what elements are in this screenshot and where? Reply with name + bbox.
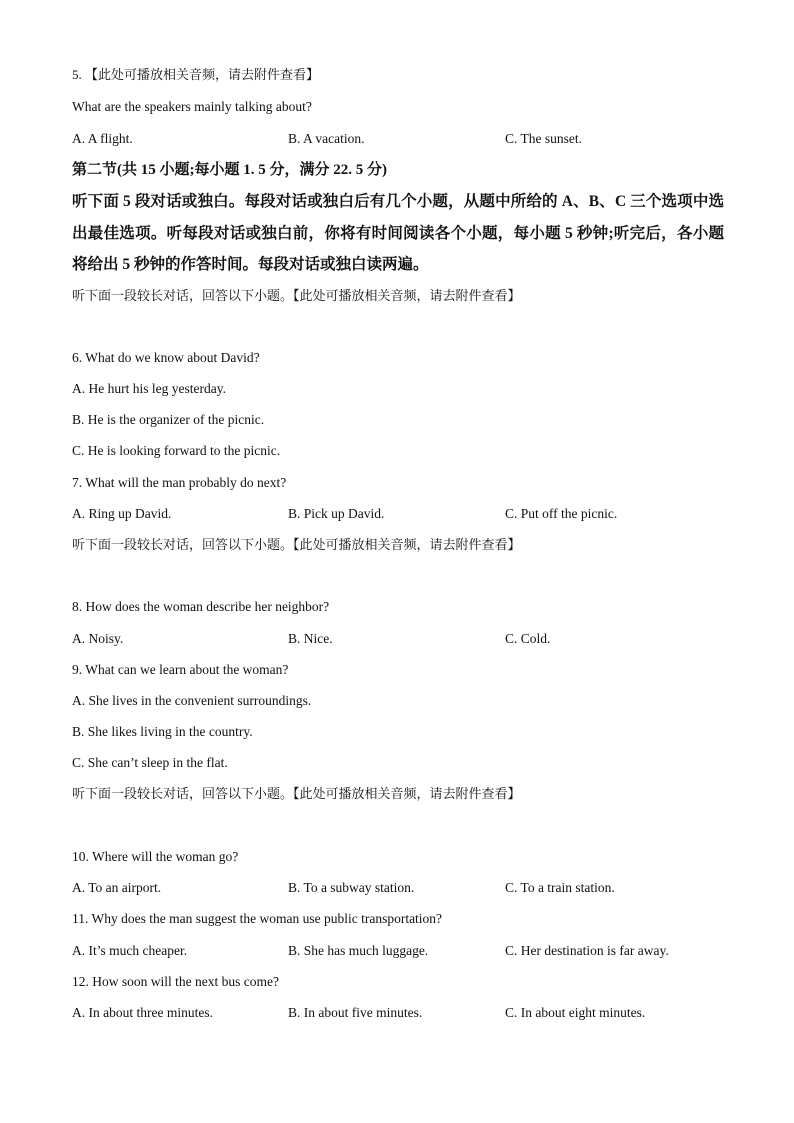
q5-header: 5. 【此处可播放相关音频，请去附件查看】	[72, 67, 320, 82]
q10-option-a: A. To an airport.	[72, 880, 162, 895]
q10-question: 10. Where will the woman go?	[72, 849, 239, 864]
q11-option-a: A. It’s much cheaper.	[72, 943, 188, 958]
q9-option-a: A. She lives in the convenient surroundings.	[72, 693, 312, 708]
q11-question: 11. Why does the man suggest the woman use public transportation?	[72, 911, 443, 926]
q12-option-a: A. In about three minutes.	[72, 1005, 213, 1020]
q11-option-c: C. Her destination is far away.	[505, 943, 669, 958]
q5-option-a: A. A flight.	[72, 131, 133, 146]
q9-question: 9. What can we learn about the woman?	[72, 662, 289, 677]
q8-option-c: C. Cold.	[505, 631, 551, 646]
q11-option-b: B. She has much luggage.	[288, 943, 429, 958]
q8-question: 8. How does the woman describe her neighbor?	[72, 599, 330, 614]
q5-option-b: B. A vacation.	[288, 131, 365, 146]
q9-option-c: C. She can’t sleep in the flat.	[72, 755, 228, 770]
q7-option-a: A. Ring up David.	[72, 506, 172, 521]
q7-question: 7. What will the man probably do next?	[72, 475, 287, 490]
q12-question: 12. How soon will the next bus come?	[72, 974, 279, 989]
section-title: 第二节(共 15 小题;每小题 1. 5 分，满分 22. 5 分)	[72, 162, 387, 178]
dialogue-intro-2: 听下面一段较长对话，回答以下小题。【此处可播放相关音频，请去附件查看】	[72, 537, 521, 552]
q6-question: 6. What do we know about David?	[72, 350, 260, 365]
q6-option-b: B. He is the organizer of the picnic.	[72, 412, 265, 427]
section-instructions: 听下面 5 段对话或独白。每段对话或独白后有几个小题，从题中所给的 A、B、C 三个选项中选出最佳选项。听每段对话或独白前，你将有时间阅读各个小题，每小题 5 秒钟;听完后，各小题将给出 5 秒钟的作答时间。每段对话或独白读两遍。	[72, 193, 724, 273]
q7-option-c: C. Put off the picnic.	[505, 506, 618, 521]
q8-option-b: B. Nice.	[288, 631, 333, 646]
q5-question: What are the speakers mainly talking about?	[72, 99, 312, 114]
q5-option-c: C. The sunset.	[505, 131, 582, 146]
q6-option-c: C. He is looking forward to the picnic.	[72, 443, 281, 458]
q6-option-a: A. He hurt his leg yesterday.	[72, 381, 226, 396]
dialogue-intro-1: 听下面一段较长对话，回答以下小题。【此处可播放相关音频，请去附件查看】	[72, 288, 521, 303]
q9-option-b: B. She likes living in the country.	[72, 724, 253, 739]
q12-option-b: B. In about five minutes.	[288, 1005, 423, 1020]
q7-option-b: B. Pick up David.	[288, 506, 385, 521]
q10-option-b: B. To a subway station.	[288, 880, 415, 895]
q8-option-a: A. Noisy.	[72, 631, 124, 646]
dialogue-intro-3: 听下面一段较长对话，回答以下小题。【此处可播放相关音频，请去附件查看】	[72, 786, 521, 801]
q10-option-c: C. To a train station.	[505, 880, 615, 895]
q12-option-c: C. In about eight minutes.	[505, 1005, 646, 1020]
